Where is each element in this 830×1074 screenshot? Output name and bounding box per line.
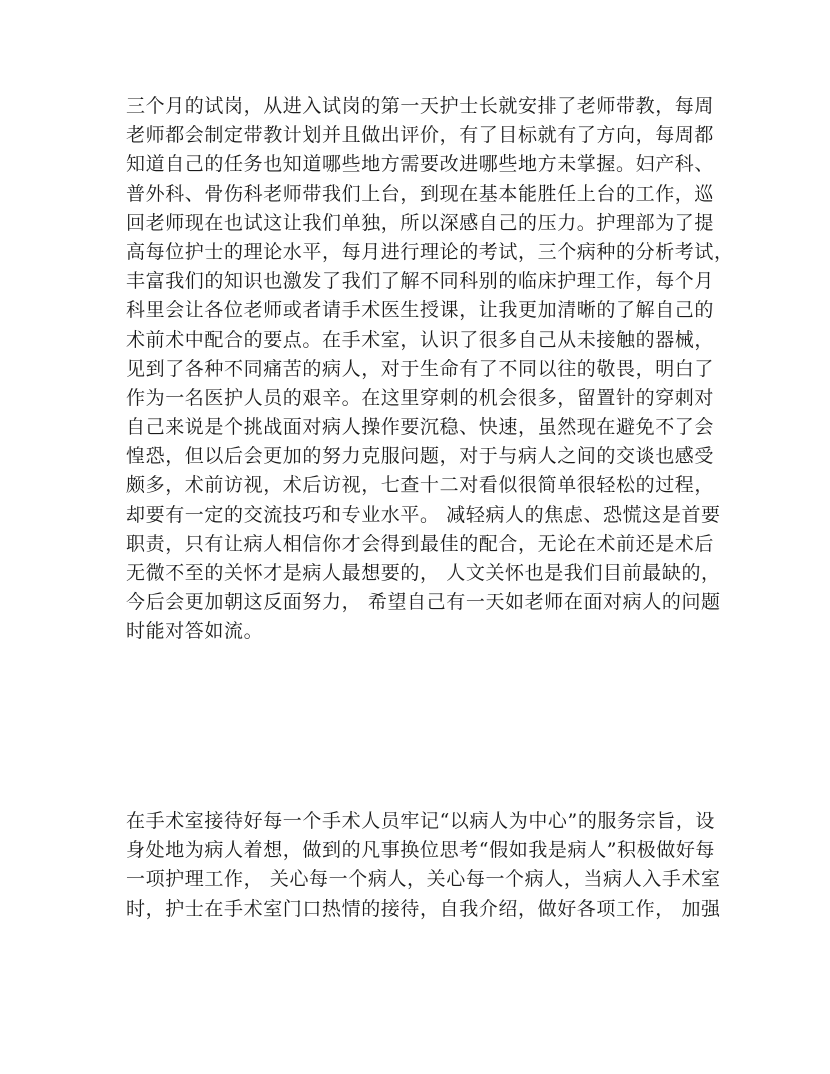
text-line: 在手术室接待好每一个手术人员牢记“以病人为中心”的服务宗旨，设 [126, 810, 716, 832]
paragraph-1 [126, 92, 734, 647]
text-line: 知道自己的任务也知道哪些地方需要改进哪些地方未掌握。妇产科、 [126, 153, 715, 176]
text-line: 颇多，术前访视，术后访视，七查十二对看似很简单很轻松的过程， [126, 474, 715, 497]
text-line: 时能对答如流。 [126, 620, 264, 643]
text-line: 作为一名医护人员的艰辛。在这里穿刺的机会很多，留置针的穿刺对 [126, 386, 715, 409]
text-line: 回老师现在也试这让我们单独，所以深感自己的压力。护理部为了提 [126, 211, 715, 234]
text-line: 见到了各种不同痛苦的病人，对于生命有了不同以往的敬畏，明白了 [126, 357, 715, 380]
text-line: 职责，只有让病人相信你才会得到最佳的配合，无论在术前还是术后 [126, 532, 715, 555]
text-line: 今后会更加朝这反面努力， 希望自己有一天如老师在面对病人的问题 [126, 591, 721, 614]
text-line: 普外科、骨伤科老师带我们上台，到现在基本能胜任上台的工作，巡 [126, 182, 715, 205]
text-line: 老师都会制定带教计划并且做出评价，有了目标就有了方向，每周都 [126, 124, 715, 147]
text-line: 科里会让各位老师或者请手术医生授课，让我更加清晰的了解自己的 [126, 299, 715, 322]
text-line: 惶恐，但以后会更加的努力克服问题，对于与病人之间的交谈也感受 [126, 445, 715, 468]
text-line: 无微不至的关怀才是病人最想要的， 人文关怀也是我们目前最缺的， [126, 562, 721, 584]
text-line: 自己来说是个挑战面对病人操作要沉稳、快速，虽然现在避免不了会 [126, 416, 715, 439]
text-line: 丰富我们的知识也激发了我们了解不同科别的临床护理工作，每个月 [126, 270, 715, 293]
text-line: 身处地为病人着想，做到的凡事换位思考“假如我是病人”积极做好每 [126, 839, 716, 862]
text-line: 时，护士在手术室门口热情的接待，自我介绍，做好各项工作， 加强 [126, 897, 721, 920]
text-line: 术前术中配合的要点。在手术室，认识了很多自己从未接触的器械， [126, 328, 715, 351]
text-line: 却要有一定的交流技巧和专业水平。 减轻病人的焦虑、恐慌这是首要 [126, 503, 721, 526]
text-line: 高每位护士的理论水平，每月进行理论的考试，三个病种的分析考试， [126, 240, 734, 263]
text-line: 三个月的试岗，从进入试岗的第一天护士长就安排了老师带教，每周 [126, 95, 715, 117]
text-line: 一项护理工作， 关心每一个病人，关心每一个病人，当病人入手术室 [126, 868, 721, 891]
paragraph-2 [126, 807, 721, 924]
